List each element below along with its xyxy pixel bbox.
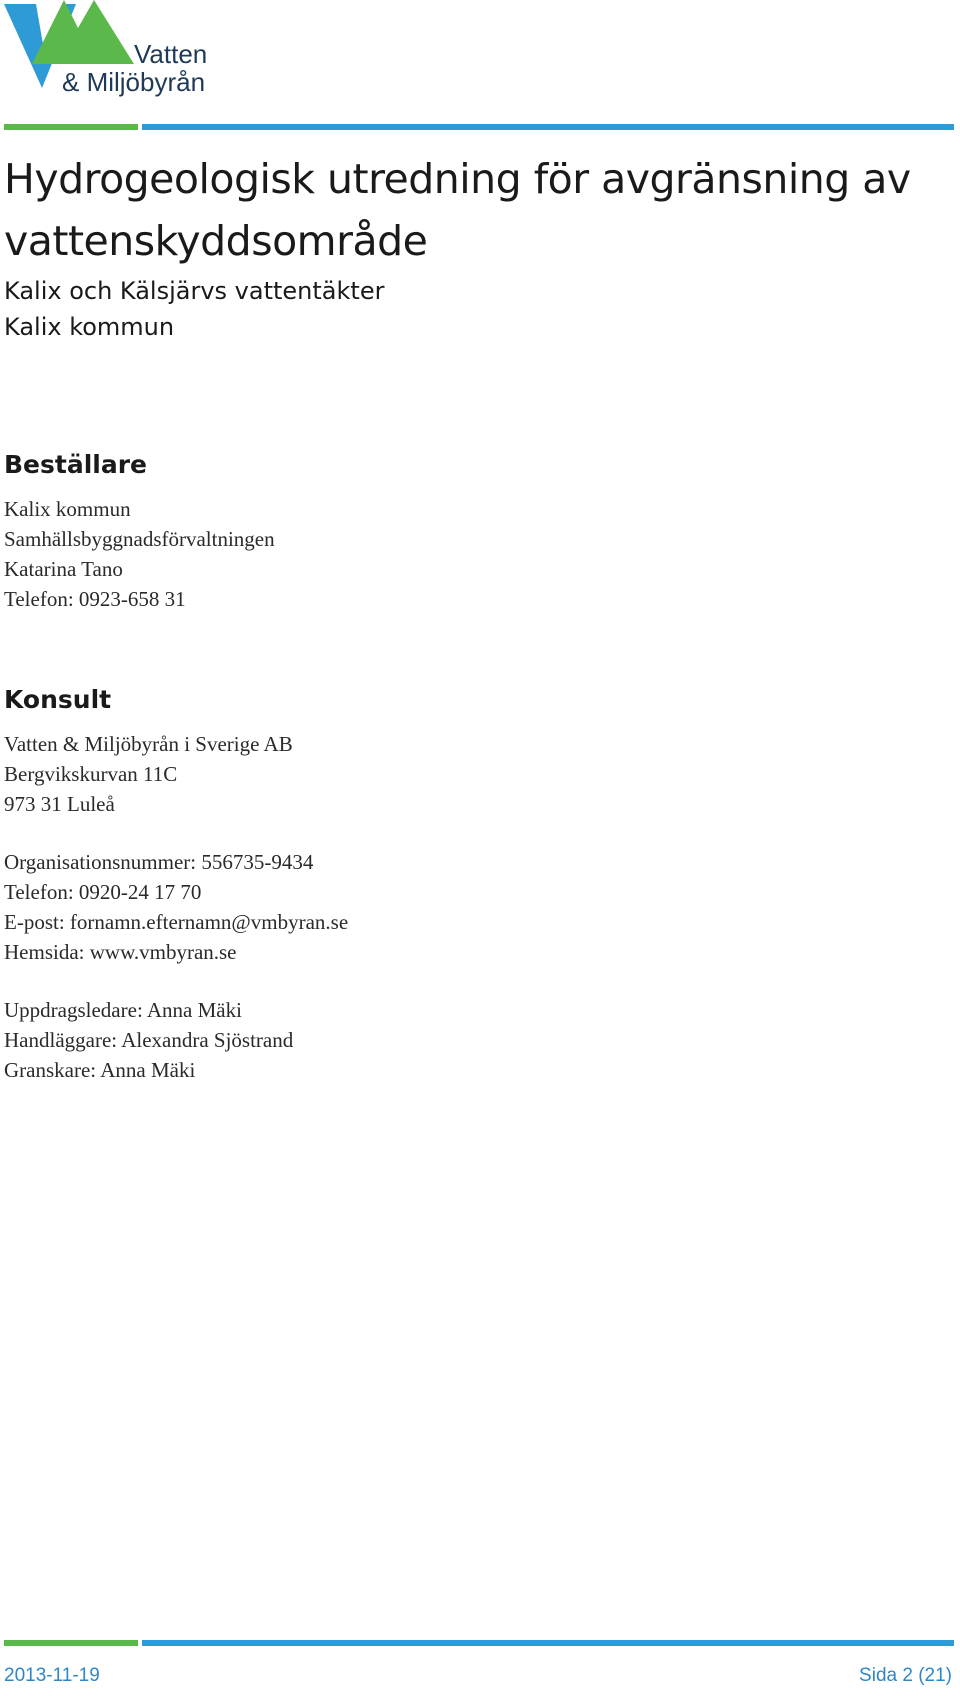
konsult-role-line: Granskare: Anna Mäki — [4, 1058, 196, 1082]
company-logo — [4, 0, 214, 100]
footer-page-number: Sida 2 (21) — [859, 1665, 952, 1686]
bestallare-line: Katarina Tano — [4, 557, 123, 581]
konsult-address-line: Vatten & Miljöbyrån i Sverige AB — [4, 732, 293, 756]
logo-wordmark — [62, 39, 208, 97]
document-title: Hydrogeologisk utredning för avgränsning av vattenskyddsområde — [4, 155, 911, 265]
section-heading-bestallare: Beställare — [4, 450, 148, 479]
footer-rule-green — [4, 1640, 138, 1646]
logo-line1: Vatten — [134, 39, 208, 69]
footer-rule-blue — [142, 1640, 954, 1646]
konsult-address-line: 973 31 Luleå — [4, 792, 115, 816]
document-subtitle-2: Kalix kommun — [4, 313, 175, 341]
header-rule-blue — [142, 124, 954, 130]
konsult-contact-line: Organisationsnummer: 556735-9434 — [4, 850, 314, 874]
konsult-role-line: Handläggare: Alexandra Sjöstrand — [4, 1028, 294, 1052]
konsult-website: Hemsida: www.vmbyran.se — [4, 940, 237, 964]
konsult-contact-line: Telefon: 0920-24 17 70 — [4, 880, 202, 904]
bestallare-line: Samhällsbyggnadsförvaltningen — [4, 527, 275, 551]
konsult-address-line: Bergvikskurvan 11C — [4, 762, 178, 786]
bestallare-line: Kalix kommun — [4, 497, 131, 521]
footer-date: 2013-11-19 — [4, 1665, 100, 1686]
header-rule-green — [4, 124, 138, 130]
section-heading-konsult: Konsult — [4, 685, 112, 714]
bestallare-line: Telefon: 0923-658 31 — [4, 587, 186, 611]
document-subtitle-1: Kalix och Kälsjärvs vattentäkter — [4, 277, 385, 305]
konsult-role-line: Uppdragsledare: Anna Mäki — [4, 998, 242, 1022]
logo-line2: & Miljöbyrån — [62, 67, 206, 97]
konsult-email: E-post: fornamn.efternamn@vmbyran.se — [4, 910, 349, 934]
